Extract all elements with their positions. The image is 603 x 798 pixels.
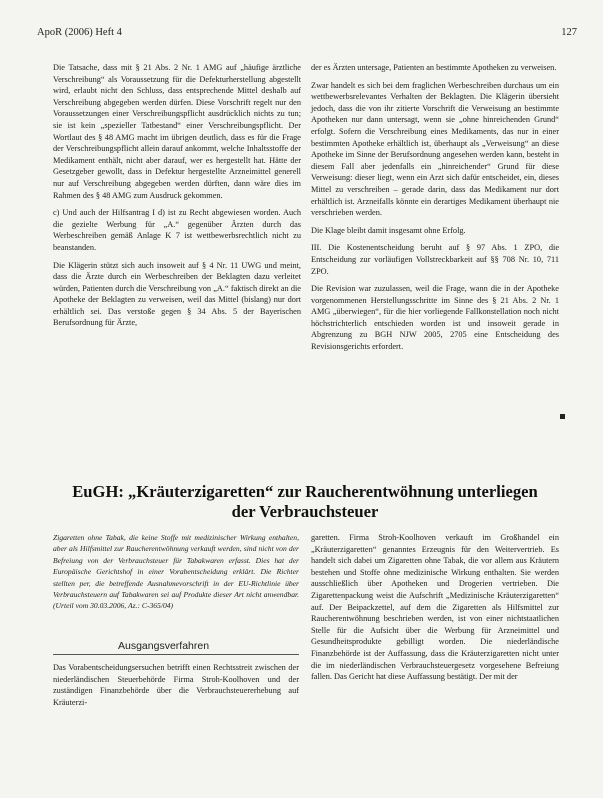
paragraph: Die Klägerin stützt sich auch insoweit auf § 4 Nr. 11 UWG und meint, dass die Ärzte durch ein Werbeschreiben der Beklagten dazu verleitet würden, Patienten durch die Verschreibung von „A.“ faktisch direkt an die Apotheke der Beklagten zu verweisen, weil das Mittel (bislang) nur dort erhältlich sei. Das verstoße gegen § 34 Abs. 5 der Bayerischen Berufsordnung für Ärzte, — [53, 260, 301, 328]
paragraph: Das Vorabentscheidungsersuchen betrifft einen Rechtsstreit zwischen der niederländischen Steuerbehörde Firma Stroh-Koolhoven und der zuständigen Finanzbehörde über die Verbrauchsteuererhebung auf Kräuterzi- — [53, 663, 299, 707]
left-column-upper — [53, 62, 301, 335]
article-title — [40, 482, 570, 522]
left-column-lower — [53, 662, 299, 714]
paragraph: garetten. Firma Stroh-Koolhoven verkauft im Großhandel ein „Kräuterzigaretten“ genanntes Erzeugnis für den Weitervertrieb. Es handelt sich dabei um Zigaretten ohne Tabak, die vor allem aus Kräutern bestehen und Stoffe ohne medizinische Wirkung enthalten. Sie werden ausschließlich über Apotheken und Drogerien vertrieben. Die Zigarettenpackung weist die Aufschrift „Medizinische Kräuterzigaretten“ auf. Der Beipackzettel, auf dem die Zigaretten als Hilfsmittel zur Raucherentwöhnung beschrieben werden, ist von einer nichtstaatlichen Stelle für die Aufsicht über die Werbung für Arzneimittel und Gesundheitsprodukte gebilligt worden. Die niederländische Finanzbehörde ist der Auffassung, dass die Kräuterzigaretten nicht unter die im niederländischen Verbrauchsteuergesetz vorgesehene Befreiung fallen. Das Gericht hat diese Auffassung bestätigt. Der mit der — [311, 533, 559, 682]
journal-issue: ApoR (2006) Heft 4 — [37, 27, 122, 38]
right-column-upper — [311, 62, 559, 359]
end-of-article-marker — [560, 414, 565, 419]
article-title-line-2: der Verbrauchsteuer — [231, 502, 379, 521]
paragraph: Die Tatsache, dass mit § 21 Abs. 2 Nr. 1 AMG auf „häufige ärztliche Verschreibung“ als Voraussetzung für die Defekturherstellung abgestellt wird, erlaubt nicht den Schluss, dass entsprechende Mittel deshalb auf Verschreibung abgegeben werden dürfen. Diese Vorschrift regelt nur den Voraussetzungen einer Verschreibungspflicht ausdrücklich nichts zu tun; sie ist kein „spezieller Tatbestand“ einer Verschreibungspflicht. Der Wortlaut des § 48 AMG macht im übrigen deutlich, dass es für die Frage der Verschreibungspflicht allein darauf ankommt, welche Inhaltsstoffe der Medikament enthält, nicht aber darauf, wer es hergestellt hat. Hätte der Gesetzgeber gewollt, dass in Defektur hergestellte Arzneimittel generell nur auf Verschreibung abgegeben werden dürften, dann wäre dies im Rahmen des § 48 AMG zum Ausdruck gekommen. — [53, 63, 301, 200]
paragraph: Zwar handelt es sich bei dem fraglichen Werbeschreiben durchaus um ein wettbewerbsrelevantes Verhalten der Beklagten. Die Klägerin übersieht jedoch, dass die von ihr zitierte Vorschrift die Verweisung an bestimmte Apotheken nur dann untersagt, wenn sie „ohne hinreichenden Grund“ erfolgt. Sofern die Verschreibung eines Medikaments, das nur in einer bestimmten Apotheke erhältlich ist, überhaupt als „Verweisung“ an diese Apotheke im Sinne der Berufsordnung angesehen werden kann, besteht in diesem Fall aber jedenfalls ein „hinreichender“ Grund für diese Verweisung: dieser liegt, wenn ein Arzt sich dafür entscheidet, ein, dieses Mittel zu verschreiben – gerade darin, dass das Medikament nur dort erhältlich ist. Arzneifalls könnte ein derartiges Medikament überhaupt nie verschrieben werden. — [311, 80, 559, 218]
article-abstract: Zigaretten ohne Tabak, die keine Stoffe mit medizinischer Wirkung enthalten, aber als Hilfsmittel zur Raucherentwöhnung verkauft werden, sind nicht von der Befreiung von der Verbrauchsteuer für Tabakwaren erfasst. Dies hat der Europäische Gerichtshof in einer Vorabentscheidung erklärt. Die Richter stellten per, die betreffende Ausnahmevorschrift in der EU-Richtlinie über Verbrauchsteuern auf Tabakwaren sei auf Produkte dieser Art nicht anwendbar. (Urteil vom 30.03.2006, Az.: C-365/04) — [53, 533, 299, 611]
section-heading: Ausgangsverfahren — [118, 640, 210, 652]
article-title-line-1: EuGH: „Kräuterzigaretten“ zur Raucherentwöhnung unterliegen — [72, 482, 538, 501]
right-column-lower — [311, 532, 559, 689]
paragraph: Die Klage bleibt damit insgesamt ohne Erfolg. — [311, 225, 466, 235]
paragraph: III. Die Kostenentscheidung beruht auf § 97 Abs. 1 ZPO, die Entscheidung zur vorläufigen Vollstreckbarkeit auf §§ 708 Nr. 10, 711 ZPO. — [311, 243, 559, 276]
page-header — [37, 27, 577, 43]
paragraph: der es Ärzten untersage, Patienten an bestimmte Apotheken zu verweisen. — [311, 63, 557, 72]
paragraph: Die Revision war zuzulassen, weil die Frage, wann die in der Apotheke vorgenommenen Herstellungsschritte im Sinne des § 21 Abs. 2 Nr. 1 AMG „überwiegen“, für die hier vorliegende Fallkonstellation noch nicht höchstrichterlich entschieden worden ist und insoweit gerade in Abgrenzung zu BGH NJW 2005, 2705 eine Entscheidung des Revisionsgerichts erfordert. — [311, 284, 559, 352]
section-divider — [53, 654, 299, 655]
page-number: 127 — [561, 27, 577, 38]
paragraph: c) Und auch der Hilfsantrag I d) ist zu Recht abgewiesen worden. Auch die gezielte Werbung für „A.“ gegenüber Ärzten durch das Werbeschreiben gemäß Anlage K 7 ist wettbewerbsrechtlich nicht zu beanstanden. — [53, 208, 301, 252]
